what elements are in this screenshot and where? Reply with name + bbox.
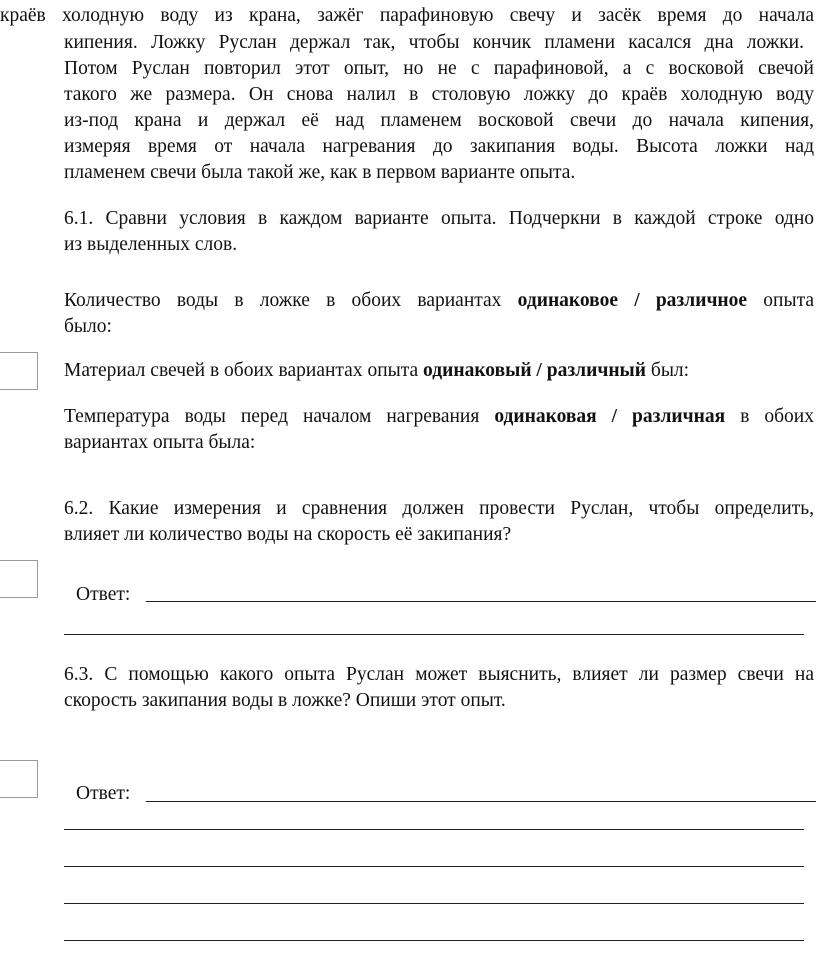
condition-row-candle-material	[64, 358, 689, 384]
intro-line: пламенем свечи была такой же, как в первом варианте опыта.	[64, 162, 576, 183]
condition-row-water-amount-cont: было:	[64, 316, 112, 337]
question-6-3-line: 6.3. С помощью какого опыта Руслан может выяснить, влияет ли размер свечи на	[64, 664, 814, 685]
choice-words[interactable]: одинаковое / различное	[517, 290, 748, 311]
answer-line[interactable]	[146, 601, 816, 602]
condition-text: в обоих	[725, 406, 814, 427]
intro-line: кипения. Ложку Руслан держал так, чтобы кончик пламени касался дна ложки.	[64, 32, 804, 53]
score-box[interactable]	[0, 352, 38, 390]
choice-words[interactable]: одинаковая / различная	[494, 406, 726, 427]
condition-text: Температура воды перед началом нагревания	[64, 406, 495, 427]
answer-line[interactable]	[64, 634, 804, 635]
intro-line: Потом Руслан повторил этот опыт, но не с парафиновой, а с восковой свечой	[64, 58, 814, 79]
answer-label: Ответ:	[76, 584, 131, 605]
condition-text: опыта	[747, 290, 815, 311]
intro-line: такого же размера. Он снова налил в столовую ложку до краёв холодную воду	[64, 84, 814, 105]
score-box[interactable]	[0, 560, 38, 598]
choice-words[interactable]: одинаковый / различный	[423, 360, 647, 381]
score-box[interactable]	[0, 760, 38, 798]
condition-row-water-temperature-cont: вариантах опыта была:	[64, 432, 256, 453]
question-6-1-line: из выделенных слов.	[64, 234, 238, 255]
question-6-1-line: 6.1. Сравни условия в каждом варианте опыта. Подчеркни в каждой строке одно	[64, 208, 814, 229]
condition-row-water-temperature	[64, 404, 814, 430]
condition-text: был:	[646, 360, 690, 381]
answer-line[interactable]	[64, 866, 804, 867]
condition-text: Количество воды в ложке в обоих вариантах	[64, 290, 518, 311]
answer-line[interactable]	[64, 940, 804, 941]
answer-label: Ответ:	[76, 783, 131, 804]
condition-text: Материал свечей в обоих вариантах опыта	[64, 360, 424, 381]
intro-line: из-под крана и держал её над пламенем восковой свечи до начала кипения,	[64, 110, 814, 131]
intro-line: измеряя время от начала нагревания до закипания воды. Высота ложки над	[64, 136, 814, 157]
answer-line[interactable]	[64, 903, 804, 904]
intro-line: краёв холодную воду из крана, зажёг парафиновую свечу и засёк время до начала	[0, 5, 814, 26]
question-6-2-line: влияет ли количество воды на скорость её закипания?	[64, 524, 512, 545]
answer-line[interactable]	[146, 801, 816, 802]
answer-line[interactable]	[64, 829, 804, 830]
condition-row-water-amount	[64, 288, 814, 314]
question-6-2-line: 6.2. Какие измерения и сравнения должен провести Руслан, чтобы определить,	[64, 498, 814, 519]
question-6-3-line: скорость закипания воды в ложке? Опиши этот опыт.	[64, 690, 506, 711]
